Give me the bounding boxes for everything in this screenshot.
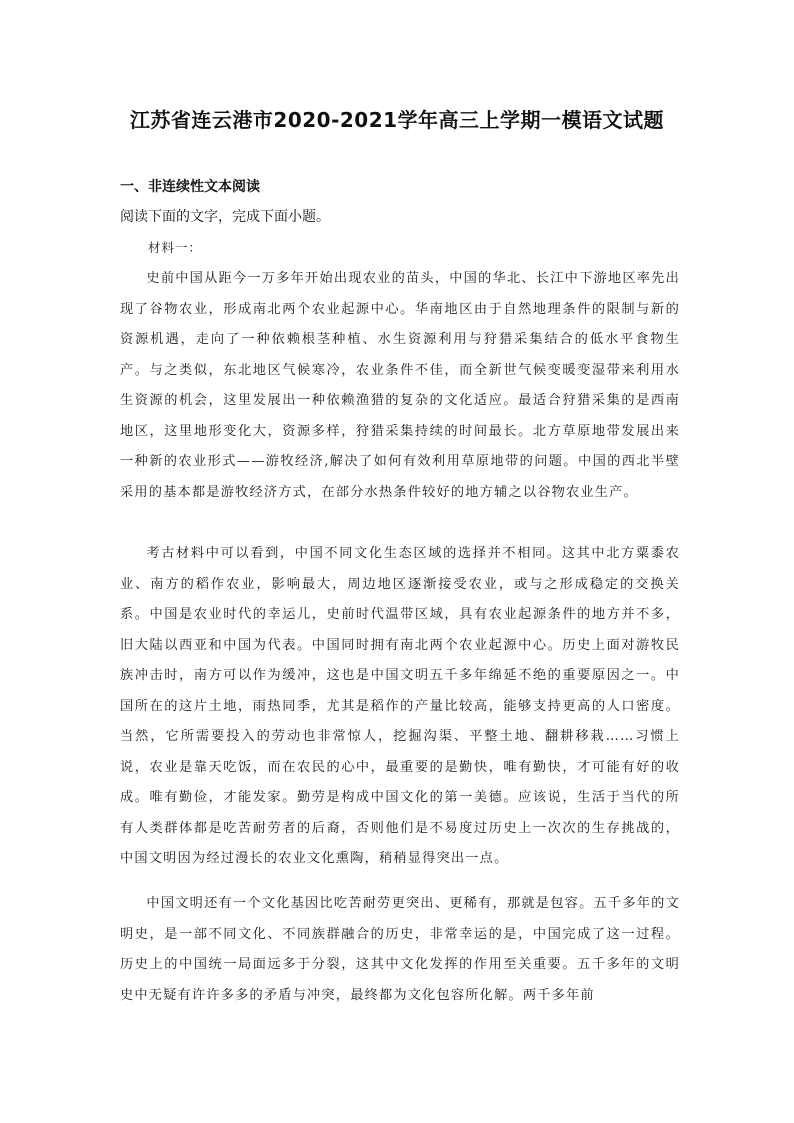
paragraph: 史前中国从距今一万多年开始出现农业的苗头，中国的华北、长江中下游地区率先出现了谷物农业，形成南北两个农业起源中心。华南地区由于自然地理条件的限制与新的资源机遇，走向了一种依赖根茎种植、水生资源利用与狩猎采集结合的低水平食物生产。与之类似，东北地区气候寒冷，农业条件不佳，而全新世气候变暖变湿带来利用水生资源的机会，这里发展出一种依赖渔猎的复杂的文化适应。最适合狩猎采集的是西南地区，这里地形变化大，资源多样，狩猎采集持续的时间最长。北方草原地带发展出来一种新的农业形式——游牧经济,解决了如何有效利用草原地带的问题。中国的西北半壁采用的基本都是游牧经济方式，在部分水热条件较好的地方辅之以谷物农业生产。: [120, 271, 680, 500]
section-heading: 一、非连续性文本阅读: [120, 179, 260, 195]
reading-instruction: 阅读下面的文字，完成下面小题。: [120, 209, 330, 225]
paragraph: 考古材料中可以看到，中国不同文化生态区域的选择并不相同。这其中北方粟黍农业、南方的稻作农业，影响最大，周边地区逐渐接受农业，或与之形成稳定的交换关系。中国是农业时代的幸运儿，史前时代温带区域，具有农业起源条件的地方并不多，旧大陆以西亚和中国为代表。中国同时拥有南北两个农业起源中心。历史上面对游牧民族冲击时，南方可以作为缓冲，这也是中国文明五千多年绵延不绝的重要原因之一。中国所在的这片土地，雨热同季，尤其是稻作的产量比较高，能够支持更高的人口密度。当然，它所需要投入的劳动也非常惊人，挖掘沟渠、平整土地、翻耕移栽……习惯上说，农业是靠天吃饭，而在农民的心中，最重要的是勤快，唯有勤快，才可能有好的收成。唯有勤俭，才能发家。勤劳是构成中国文化的第一美德。应该说，生活于当代的所有人类群体都是吃苦耐劳者的后裔，否则他们是不易度过历史上一次次的生存挑战的，中国文明因为经过漫长的农业文化熏陶，稍稍显得突出一点。: [120, 546, 680, 866]
material-label: 材料一：: [148, 240, 203, 255]
paragraph: 中国文明还有一个文化基因比吃苦耐劳更突出、更稀有，那就是包容。五千多年的文明史，是一部不同文化、不同族群融合的历史，非常幸运的是，中国完成了这一过程。历史上的中国统一局面远多于分裂，这其中文化发挥的作用至关重要。五千多年的文明史中无疑有许许多多的矛盾与冲突，最终都为文化包容所化解。两千多年前: [120, 896, 680, 1003]
page-title: 江苏省连云港市2020-2021学年高三上学期一模语文试题: [129, 108, 665, 132]
